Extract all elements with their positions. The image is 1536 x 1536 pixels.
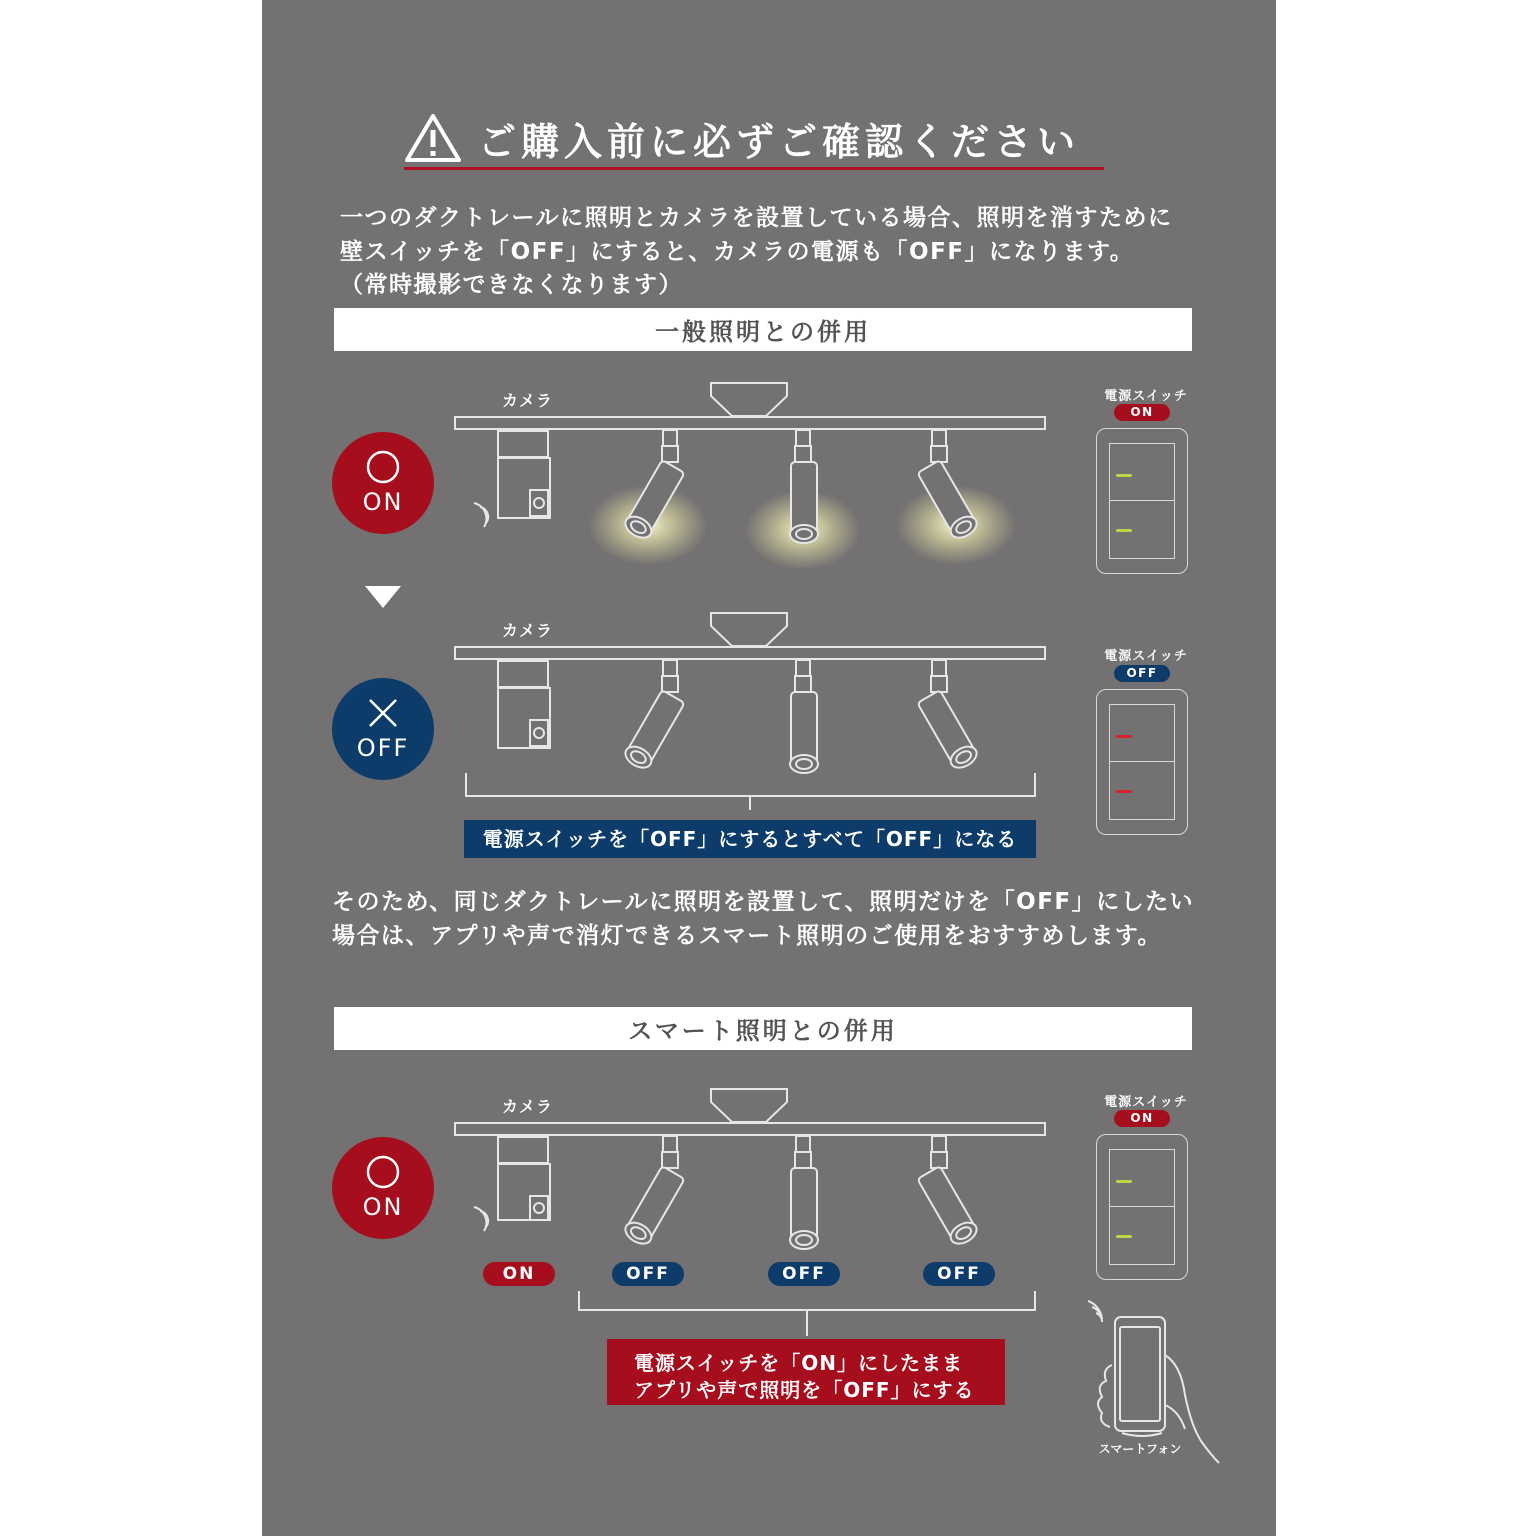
warning-icon xyxy=(404,113,462,163)
switch-status-badge: ON xyxy=(1114,1110,1170,1127)
indicator-on xyxy=(1116,1180,1132,1183)
cross-icon xyxy=(332,694,434,730)
switch-title: 電源スイッチ xyxy=(1104,1095,1188,1110)
state-on-label: ON xyxy=(362,1193,404,1221)
page-title xyxy=(404,106,1104,170)
middle-text-line-1: そのため、同じダクトレールに照明を設置して、照明だけを「OFF」にしたい xyxy=(332,889,1195,915)
callout-all-off: 電源スイッチを「OFF」にするとすべて「OFF」になる xyxy=(464,820,1036,858)
circle-icon xyxy=(332,448,434,484)
diagram-general-on xyxy=(440,380,1060,580)
smartphone-label: スマートフォン xyxy=(1098,1442,1182,1456)
indicator-on xyxy=(1116,1235,1132,1238)
diagram-general-off xyxy=(440,610,1060,810)
intro-line-2: 壁スイッチを「OFF」にすると、カメラの電源も「OFF」になります。 xyxy=(340,239,1135,265)
state-on-badge xyxy=(332,432,434,534)
notice-panel xyxy=(262,0,1276,1536)
intro-line-1: 一つのダクトレールに照明とカメラを設置している場合、照明を消すために xyxy=(340,205,1173,231)
switch-plate xyxy=(1096,689,1188,835)
indicator-on xyxy=(1116,474,1132,477)
indicator-off xyxy=(1116,790,1132,793)
callout-line-1: 電源スイッチを「ON」にしたまま xyxy=(634,1351,963,1375)
light-3-state-pill: OFF xyxy=(923,1262,995,1286)
switch-plate xyxy=(1096,428,1188,574)
callout-line-2: アプリや声で照明を「OFF」にする xyxy=(634,1378,975,1402)
switch-status-badge: ON xyxy=(1114,404,1170,421)
light-2-state-pill: OFF xyxy=(768,1262,840,1286)
callout-smart-off xyxy=(607,1339,1005,1405)
circle-icon xyxy=(332,1153,434,1189)
camera-label: カメラ xyxy=(502,391,554,410)
arrow-down-icon xyxy=(365,586,401,610)
camera-icon xyxy=(474,431,550,527)
diagram-smart xyxy=(440,1086,1060,1286)
camera-state-pill: ON xyxy=(483,1262,555,1286)
switch-title: 電源スイッチ xyxy=(1104,649,1188,664)
title-text: ご購入前に必ずご確認ください xyxy=(478,119,1081,164)
indicator-on xyxy=(1116,529,1132,532)
switch-title: 電源スイッチ xyxy=(1104,389,1188,404)
section-heading-general: 一般照明との併用 xyxy=(334,308,1192,351)
intro-line-3: （常時撮影できなくなります） xyxy=(340,272,683,298)
state-on-badge xyxy=(332,1137,434,1239)
state-off-label: OFF xyxy=(356,734,410,762)
light-1-state-pill: OFF xyxy=(612,1262,684,1286)
state-off-badge xyxy=(332,678,434,780)
switch-plate xyxy=(1096,1134,1188,1280)
title-underline xyxy=(404,167,1104,170)
camera-label: カメラ xyxy=(502,1097,554,1116)
indicator-off xyxy=(1116,735,1132,738)
section-heading-smart: スマート照明との併用 xyxy=(334,1007,1192,1050)
camera-label: カメラ xyxy=(502,621,554,640)
middle-text-line-2: 場合は、アプリや声で消灯できるスマート照明のご使用をおすすめします。 xyxy=(332,923,1163,949)
state-on-label: ON xyxy=(362,488,404,516)
switch-status-badge: OFF xyxy=(1114,665,1170,682)
